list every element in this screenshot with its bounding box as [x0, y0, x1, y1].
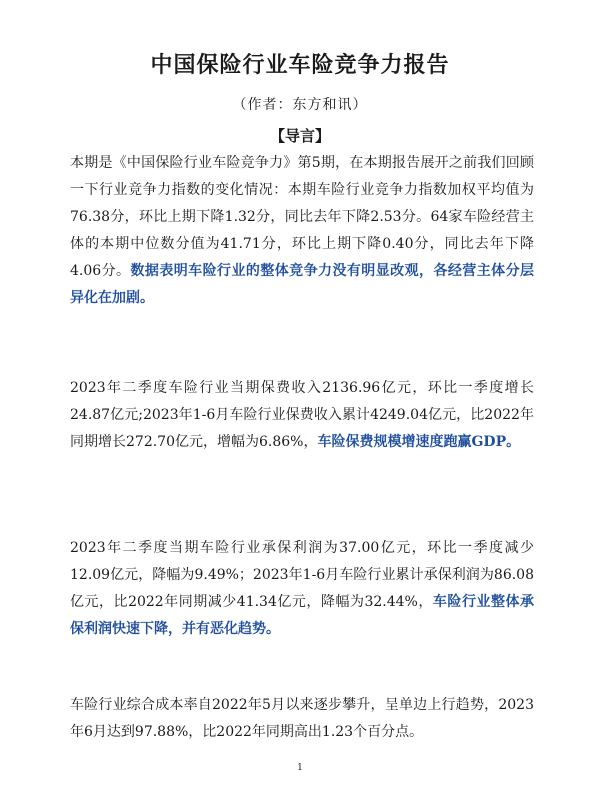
page-number: 1 — [297, 763, 303, 773]
paragraph-highlight: 数据表明车险行业的整体竞争力没有明显改观，各经营主体分层异化在加剧。 — [70, 263, 535, 306]
intro-heading: 【导言】 — [269, 127, 330, 145]
paragraph-highlight: 车险行业整体承保利润快速下降，并有恶化趋势。 — [70, 594, 535, 637]
paragraph-text: 2023年二季度当期车险行业承保利润为37.00亿元，环比一季度减少12.09亿元，降幅为9.49%；2023年1-6月车险行业累计承保利润为86.08亿元，比2022年同期减少41.34亿元，降幅为32.44%， — [70, 540, 534, 610]
paragraph-2 — [70, 375, 534, 456]
paragraph-3 — [70, 535, 534, 643]
author-line: （作者：东方和讯） — [232, 97, 368, 113]
report-title: 中国保险行业车险竞争力报告 — [150, 52, 450, 78]
paragraph-highlight: 车险保费规模增速度跑赢GDP。 — [317, 434, 521, 450]
paragraph-text: 车险行业综合成本率自2022年5月以来逐步攀升，呈单边上行趋势，2023年6月达到97.88%，比2022年同期高出1.23个百分点。 — [70, 697, 534, 740]
paragraph-text: 本期是《中国保险行业车险竞争力》第5期，在本期报告展开之前我们回顾一下行业竞争力指数的变化情况：本期车险行业竞争力指数加权平均值为76.38分，环比上期下降1.32分，同比去年下降2.53分。64家车险经营主体的本期中位数分值为41.71分，环比上期下降0.40分，同比去年下降4.06分。 — [70, 155, 534, 279]
paragraph-4 — [70, 692, 534, 746]
paragraph-text: 2023年二季度车险行业当期保费收入2136.96亿元，环比一季度增长24.87亿元;2023年1-6月车险行业保费收入累计4249.04亿元，比2022年同期增长272.70亿元，增幅为6.86%， — [70, 380, 534, 450]
paragraph-1 — [70, 150, 534, 312]
